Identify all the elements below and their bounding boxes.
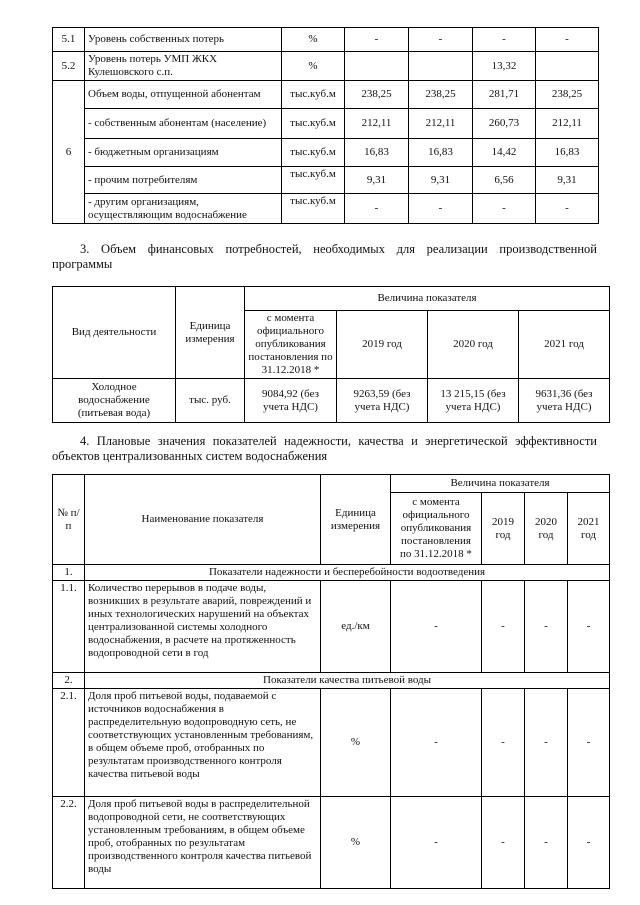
value-cell: 16,83 <box>345 139 409 167</box>
table-row <box>53 52 599 81</box>
value-cell: 238,25 <box>345 81 409 109</box>
row-number: 2.1. <box>53 689 85 797</box>
value-cell: 238,25 <box>409 81 473 109</box>
indicator-name: - собственным абонентам (население) <box>85 109 282 139</box>
value-cell: - <box>525 581 568 673</box>
column-header: Величина показателя <box>391 475 610 493</box>
unit-cell: тыс.куб.м <box>282 194 345 224</box>
indicator-name: Доля проб питьевой воды в распределительной водопроводной сети, не соответствующих установленным требованиям, в общем объеме проб, отобранных по результатам производственного контроля качества питьевой воды <box>85 797 321 889</box>
table-row <box>53 797 610 889</box>
value-cell: - <box>345 28 409 52</box>
value-cell: - <box>536 28 599 52</box>
row-number: 5.1 <box>53 28 85 52</box>
indicator-name: Количество перерывов в подаче воды, возникших в результате аварий, повреждений и иных технологических нарушений на объектах централизованной системы холодного водоснабжения, в расчете на протяженность водопроводной сети в год <box>85 581 321 673</box>
value-cell: 13 215,15 (без учета НДС) <box>428 379 519 423</box>
table-row <box>53 379 610 423</box>
unit-cell: % <box>282 52 345 81</box>
value-cell: - <box>409 194 473 224</box>
value-cell: 212,11 <box>536 109 599 139</box>
indicator-name: - другим организациям, осуществляющим водоснабжение <box>85 194 282 224</box>
value-cell: - <box>391 689 482 797</box>
table-header-row <box>53 287 610 311</box>
value-cell: 212,11 <box>409 109 473 139</box>
group-number: 1. <box>53 565 85 581</box>
value-cell: 9,31 <box>409 167 473 194</box>
value-cell: - <box>473 194 536 224</box>
table-row <box>53 689 610 797</box>
table-row <box>53 109 599 139</box>
activity-cell: Холодное водоснабжение (питьевая вода) <box>53 379 176 423</box>
column-header: 2020 год <box>525 493 568 565</box>
value-cell: - <box>473 28 536 52</box>
reliability-quality-table <box>52 474 610 889</box>
group-title: Показатели надежности и бесперебойности водоотведения <box>85 565 610 581</box>
row-number: 1.1. <box>53 581 85 673</box>
table-row <box>53 194 599 224</box>
table-header-row <box>53 475 610 493</box>
column-header: Единица измерения <box>176 287 245 379</box>
indicator-name: Объем воды, отпущенной абонентам <box>85 81 282 109</box>
unit-cell: % <box>321 689 391 797</box>
value-cell: 238,25 <box>536 81 599 109</box>
section-3-heading: 3. Объем финансовых потребностей, необходимых для реализации производственной программы <box>52 242 597 271</box>
group-number: 6 <box>53 81 85 224</box>
unit-cell: тыс.куб.м <box>282 167 345 194</box>
value-cell: - <box>391 797 482 889</box>
value-cell: 9084,92 (без учета НДС) <box>245 379 337 423</box>
value-cell: - <box>536 194 599 224</box>
value-cell: 260,73 <box>473 109 536 139</box>
value-cell: 9631,36 (без учета НДС) <box>519 379 610 423</box>
value-cell: - <box>482 689 525 797</box>
column-header: Величина показателя <box>245 287 610 311</box>
unit-cell: ед./км <box>321 581 391 673</box>
value-cell: - <box>525 689 568 797</box>
unit-cell: тыс.куб.м <box>282 109 345 139</box>
value-cell: 16,83 <box>409 139 473 167</box>
value-cell: 14,42 <box>473 139 536 167</box>
column-header: Наименование показателя <box>85 475 321 565</box>
value-cell: 16,83 <box>536 139 599 167</box>
indicator-name: - прочим потребителям <box>85 167 282 194</box>
unit-cell: тыс.куб.м <box>282 81 345 109</box>
value-cell <box>536 52 599 81</box>
column-header: с момента официального опубликования постановления по 31.12.2018 * <box>391 493 482 565</box>
value-cell: 212,11 <box>345 109 409 139</box>
column-header: 2019 год <box>337 311 428 379</box>
value-cell: - <box>391 581 482 673</box>
indicator-name: Уровень собственных потерь <box>85 28 282 52</box>
table-row <box>53 581 610 673</box>
financial-needs-table <box>52 286 610 423</box>
unit-cell: тыс.куб.м <box>282 139 345 167</box>
value-cell: 13,32 <box>473 52 536 81</box>
section-4-heading: 4. Плановые значения показателей надежности, качества и энергетической эффективности объектов централизованных систем водоснабжения <box>52 434 597 463</box>
value-cell: - <box>568 797 610 889</box>
table-row <box>53 28 599 52</box>
unit-cell: тыс. руб. <box>176 379 245 423</box>
unit-cell: % <box>282 28 345 52</box>
group-number: 2. <box>53 673 85 689</box>
indicator-name: Уровень потерь УМП ЖКХ Кулешовского с.п. <box>85 52 282 81</box>
value-cell: 281,71 <box>473 81 536 109</box>
column-header: Вид деятельности <box>53 287 176 379</box>
value-cell: - <box>568 581 610 673</box>
table-row <box>53 139 599 167</box>
column-header: Единица измерения <box>321 475 391 565</box>
value-cell: 9263,59 (без учета НДС) <box>337 379 428 423</box>
group-title: Показатели качества питьевой воды <box>85 673 610 689</box>
value-cell: - <box>345 194 409 224</box>
value-cell: - <box>409 28 473 52</box>
value-cell: 6,56 <box>473 167 536 194</box>
column-header: 2021 год <box>519 311 610 379</box>
value-cell <box>345 52 409 81</box>
table-row <box>53 167 599 194</box>
column-header: 2020 год <box>428 311 519 379</box>
column-header: № п/п <box>53 475 85 565</box>
value-cell: - <box>525 797 568 889</box>
group-row <box>53 565 610 581</box>
unit-cell: % <box>321 797 391 889</box>
value-cell: 9,31 <box>536 167 599 194</box>
indicator-name: Доля проб питьевой воды, подаваемой с источников водоснабжения в распределительную водопроводную сеть, не соответствующих установленным требованиям, в общем объеме проб, отобранных по результатам производственного контроля качества питьевой воды <box>85 689 321 797</box>
row-number: 5.2 <box>53 52 85 81</box>
value-cell: - <box>568 689 610 797</box>
column-header: с момента официального опубликования постановления по 31.12.2018 * <box>245 311 337 379</box>
indicator-name: - бюджетным организациям <box>85 139 282 167</box>
column-header: 2019 год <box>482 493 525 565</box>
losses-volume-table <box>52 27 599 224</box>
table-row <box>53 81 599 109</box>
row-number: 2.2. <box>53 797 85 889</box>
column-header: 2021 год <box>568 493 610 565</box>
group-row <box>53 673 610 689</box>
value-cell: - <box>482 581 525 673</box>
value-cell: - <box>482 797 525 889</box>
value-cell <box>409 52 473 81</box>
value-cell: 9,31 <box>345 167 409 194</box>
